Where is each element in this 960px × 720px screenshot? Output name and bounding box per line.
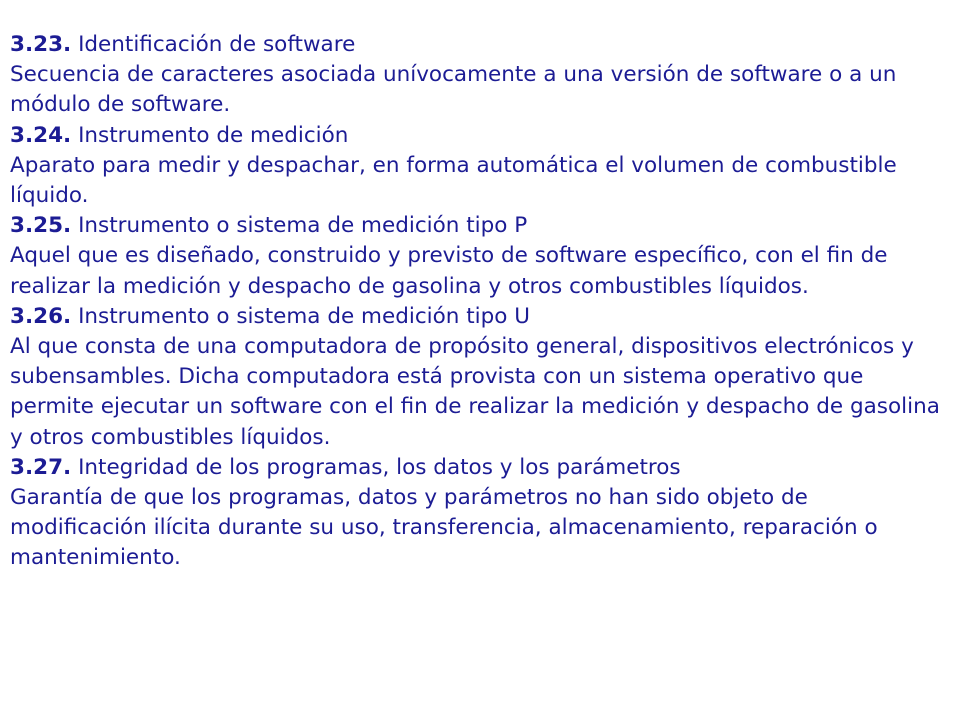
term-heading [10,211,950,241]
term-number: 3.26. [10,303,72,329]
term-definition: Aparato para medir y despachar, en forma automática el volumen de combustible líquido. [10,152,897,209]
definition-entry-3-27 [10,453,950,574]
term-heading [10,121,950,151]
term-title: Identificación de software [78,32,356,57]
term-heading [10,302,950,332]
term-title: Instrumento de medición [78,122,349,148]
term-definition: Garantía de que los programas, datos y parámetros no han sido objeto de modificación ilícita durante su uso, transferencia, almacenamiento, reparación o mantenimiento. [10,485,878,571]
term-title: Instrumento o sistema de medición tipo P [78,213,528,239]
term-number: 3.24. [10,122,72,148]
term-number: 3.27. [10,454,72,480]
definition-entry-3-24 [10,121,950,212]
term-definition: Al que consta de una computadora de propósito general, dispositivos electrónicos y subensambles. Dicha computadora está provista con un sistema operativo que permite ejecutar un software con el fin de realizar la medición y despacho de gasolina y otros combustibles líquidos. [10,334,940,450]
definitions-list [10,30,950,574]
definition-entry-3-23 [10,30,950,121]
definition-entry-3-25 [10,211,950,302]
term-heading [10,30,950,60]
term-heading [10,453,950,483]
term-definition: Secuencia de caracteres asociada unívocamente a una versión de software o a un módulo de software. [10,62,897,118]
term-title: Integridad de los programas, los datos y los parámetros [78,454,681,480]
definition-entry-3-26 [10,302,950,453]
term-title: Instrumento o sistema de medición tipo U [78,303,531,329]
term-definition: Aquel que es diseñado, construido y previsto de software específico, con el fin de realizar la medición y despacho de gasolina y otros combustibles líquidos. [10,243,888,299]
term-number: 3.25. [10,213,72,239]
term-number: 3.23. [10,32,72,57]
